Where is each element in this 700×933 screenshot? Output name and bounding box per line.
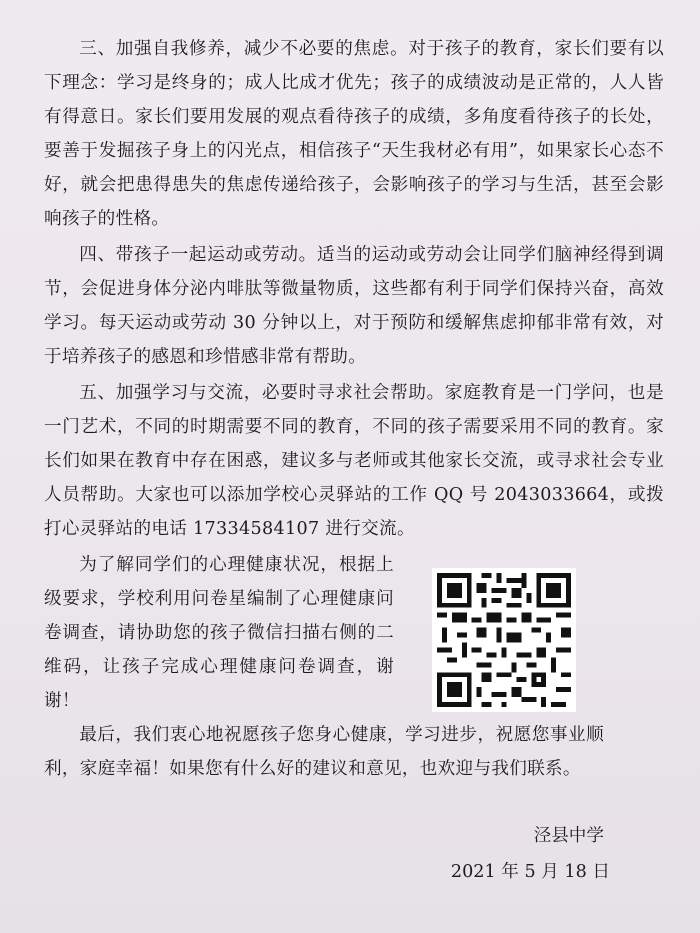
notice-body: [44, 32, 664, 786]
paragraph-self-cultivation: 三、加强自我修养，减少不必要的焦虑。对于孩子的教育，家长们要有以下理念：学习是终身的；成人比成才优先；孩子的成绩波动是正常的，人人皆有得意日。家长们要用发展的观点看待孩子的成绩，多角度看待孩子的长处，要善于发掘孩子身上的闪光点，相信孩子“天生我材必有用”，如果家长心态不好，就会把患得患失的焦虑传递给孩子，会影响孩子的学习与生活，甚至会影响孩子的性格。: [44, 39, 664, 229]
paragraph-communication: 五、加强学习与交流，必要时寻求社会帮助。家庭教育是一门学问，也是一门艺术，不同的时期需要不同的教育，不同的孩子需要采用不同的教育。家长们如果在教育中存在困惑，建议多与老师或其他家长交流，或寻求社会专业人员帮助。大家也可以添加学校心灵驿站的工作 QQ 号 2043033664，或拨打心灵驿站的电话 17334584107 进行交流。: [44, 383, 664, 539]
signature-block: [451, 818, 610, 890]
school-name: 泾县中学: [533, 826, 604, 846]
notice-date: 2021 年 5 月 18 日: [450, 862, 610, 882]
qr-code-graphic: [432, 568, 576, 712]
survey-section: [44, 548, 664, 718]
survey-text-block: [44, 548, 394, 718]
paragraph-closing: 最后，我们衷心地祝愿孩子您身心健康，学习进步，祝愿您事业顺利，家庭幸福！如果您有什么好的建议和意见，也欢迎与我们联系。: [44, 725, 604, 779]
qr-code-icon[interactable]: [432, 568, 576, 712]
paragraph-survey: 为了解同学们的心理健康状况，根据上级要求，学校利用问卷星编制了心理健康问卷调查，请协助您的孩子微信扫描右侧的二维码，让孩子完成心理健康问卷调查，谢谢！: [44, 555, 394, 711]
paragraph-exercise: 四、带孩子一起运动或劳动。适当的运动或劳动会让同学们脑神经得到调节，会促进身体分泌内啡肽等微量物质，这些都有利于同学们保持兴奋，高效学习。每天运动或劳动 30 分钟以上，对于预防和缓解焦虑抑郁非常有效，对于培养孩子的感恩和珍惜感非常有帮助。: [44, 245, 664, 367]
